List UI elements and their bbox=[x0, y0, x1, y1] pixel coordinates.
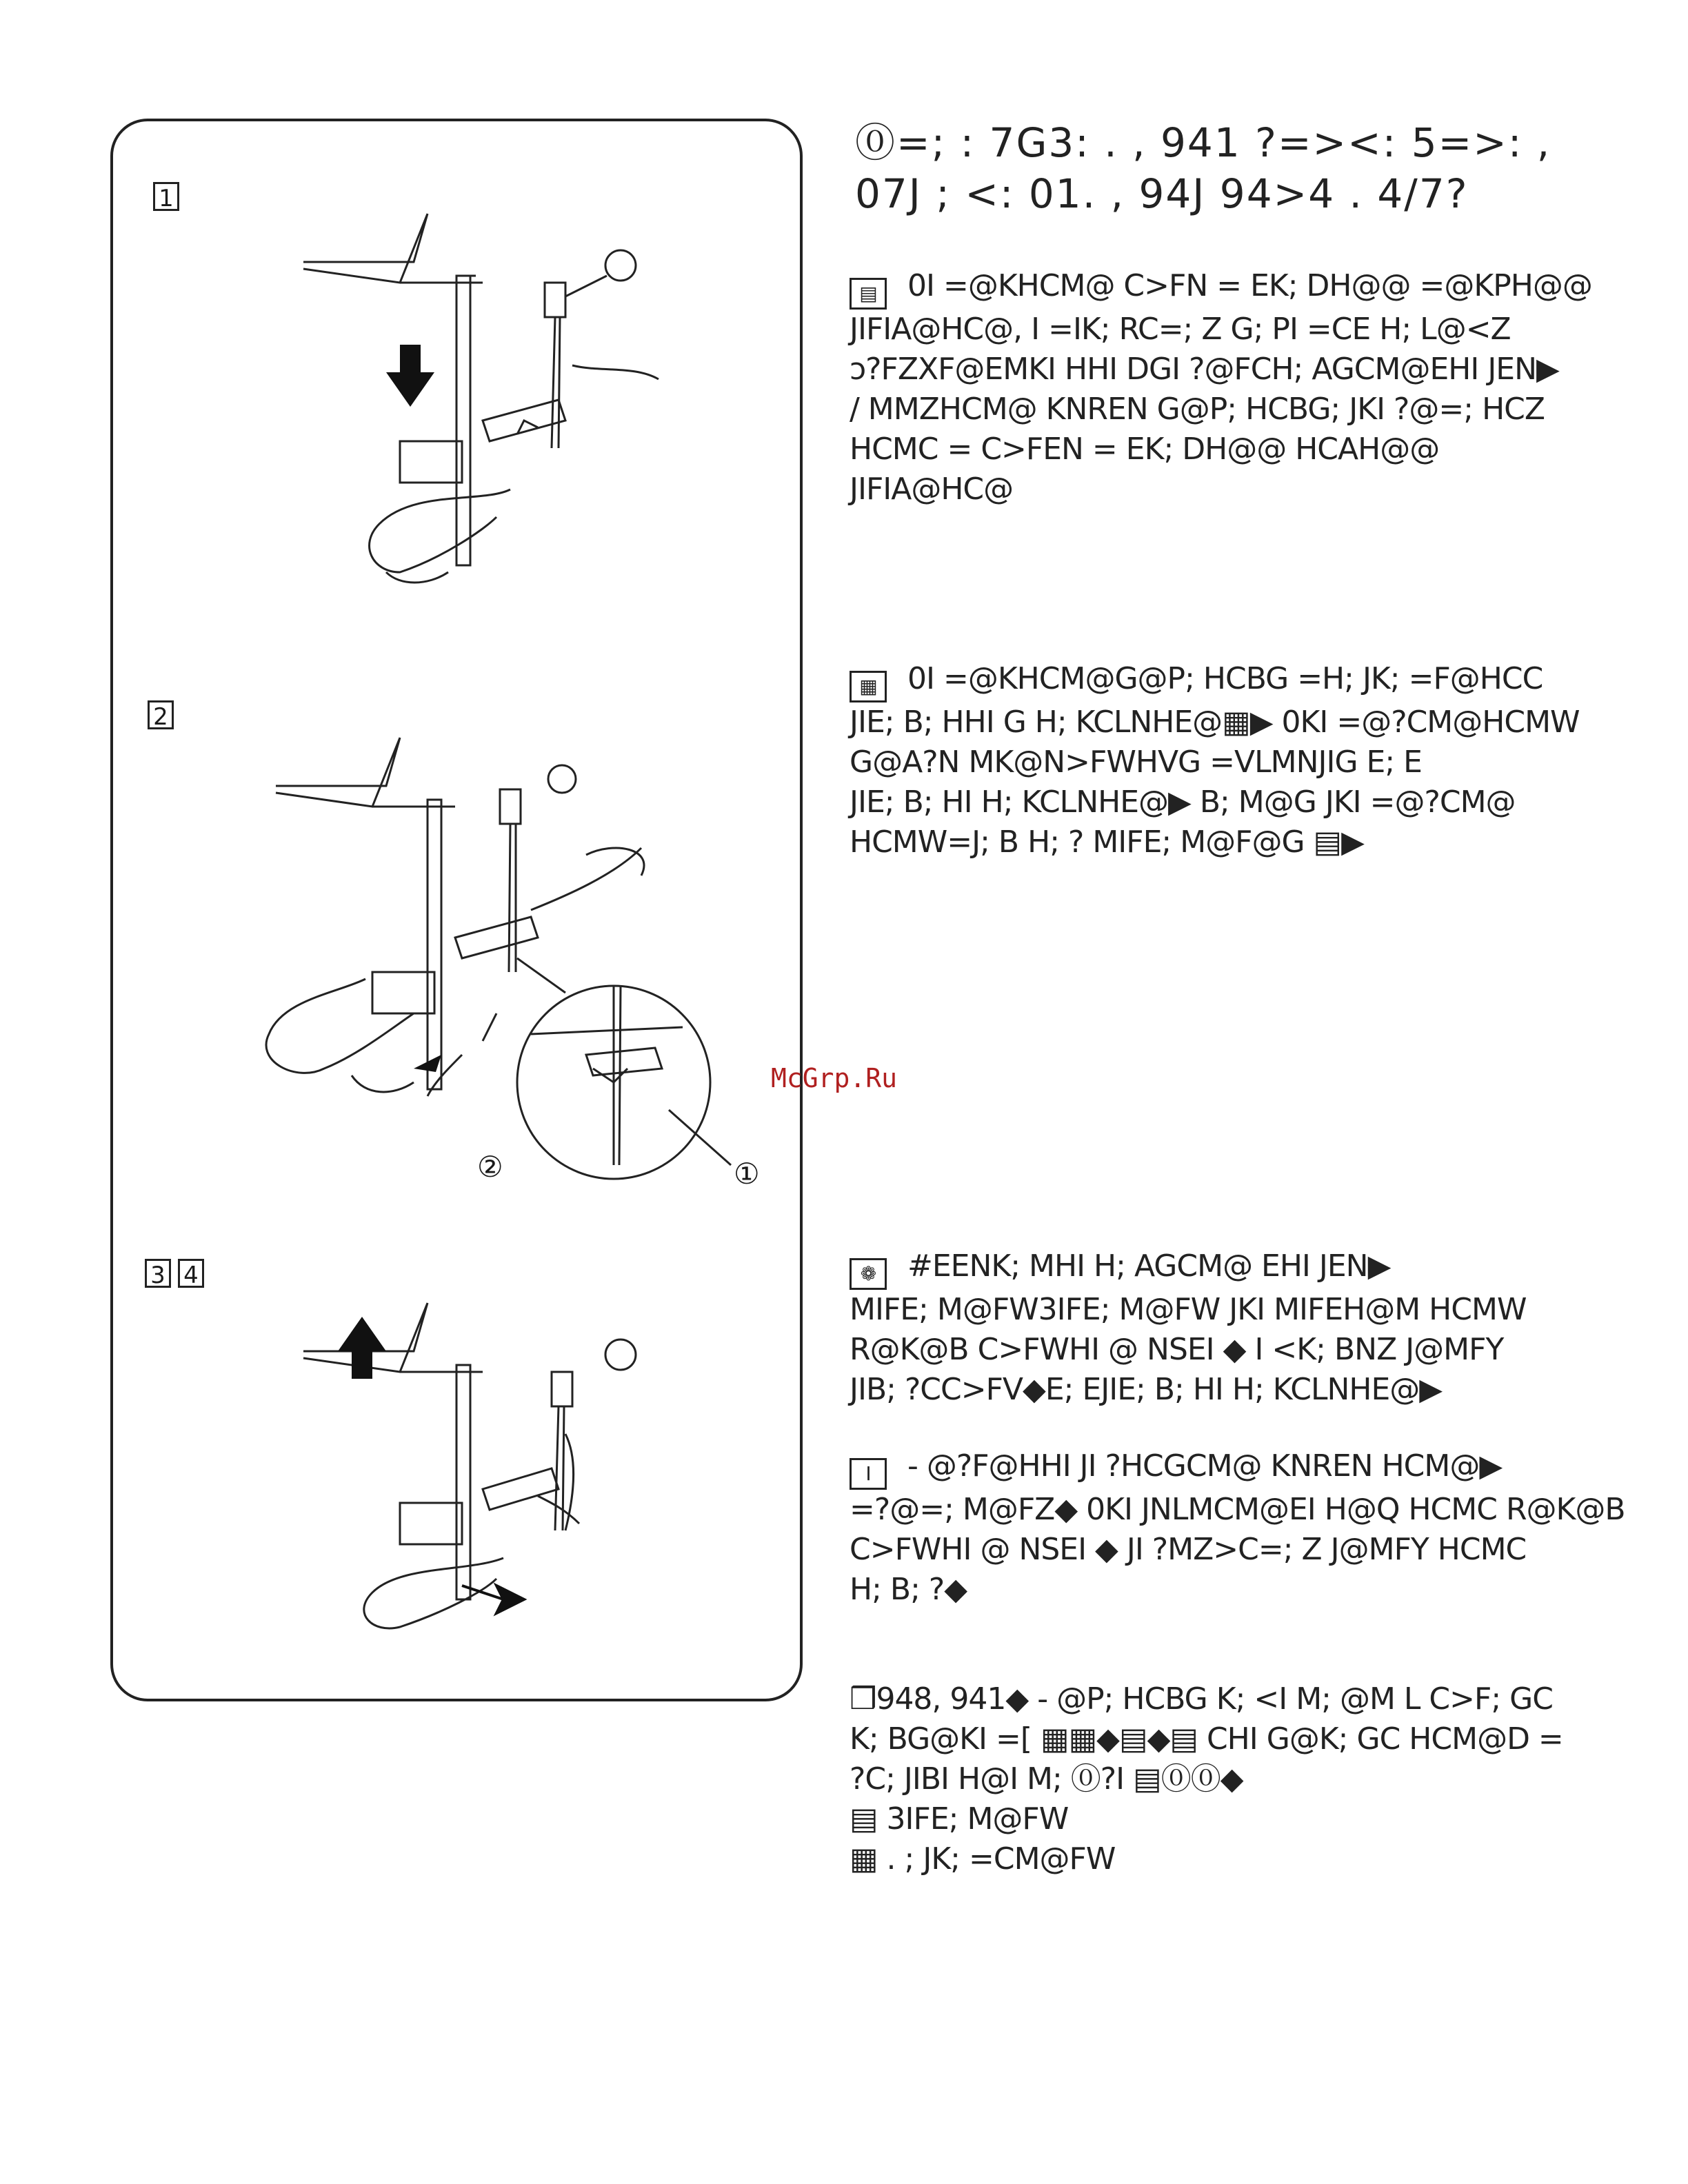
step-badge-icon: ▦ bbox=[850, 671, 887, 702]
step-number: 3 bbox=[145, 1259, 171, 1288]
section-title-line-1: ⓪=; : 7G3: . , 941 ?=><: 5=>: , bbox=[855, 119, 1551, 166]
needle-threader-illustration-2 bbox=[255, 710, 779, 1193]
watermark: McGrp.Ru bbox=[771, 1063, 898, 1093]
section-title-line-2: 07J ; <: 01. , 94J 94>4 . 4/7? bbox=[855, 170, 1469, 217]
callout-1: ① bbox=[734, 1157, 760, 1191]
callout-2: ② bbox=[477, 1150, 503, 1184]
step-badge-icon: I bbox=[850, 1458, 887, 1490]
paragraph-step-4: I - @?F@HHI JI ?HCGCM@ KNREN HCM@▶ =?@=; M@FZ◆ 0KI JNLMCM@EI H@Q HCMC R@K@B C>FWHI @ NSEI ◆ JI ?MZ>C=; Z J@MFY HCMC H; B; ?◆ bbox=[850, 1448, 1625, 1607]
paragraph-step-2: ▦ 0I =@KHCM@G@P; HCBG =H; JK; =F@HCC JIE; B; HHI G H; KCLNHE@▦▶ 0KI =@?CM@HCMW G@A?N MK@N>FWHVG =VLMNJIG E; E JIE; B; HI H; KCLNHE@▶ B; M@G JKI =@?CM@ HCMW=J; B H; ? MIFE; M@F@G ▤▶ bbox=[850, 661, 1580, 860]
step-label-2 bbox=[148, 700, 181, 729]
arrow-down-icon bbox=[386, 345, 434, 407]
step-number: 4 bbox=[178, 1259, 204, 1288]
step-label-3-4 bbox=[145, 1259, 211, 1288]
step-number: 1 bbox=[153, 182, 179, 211]
paragraph-step-1: ▤ 0I =@KHCM@ C>FN = EK; DH@@ =@KPH@@ JIFIA@HC@, I =IK; RC=; Z G; PI =CE H; L@<Z ↄ?FZXF@EMKI HHI DGI ?@FCH; AGCM@EHI JEN▶ / MMZHCM@ KNREN G@P; HCBG; JKI ?@=; HCZ HCMC = C>FEN = EK; DH@@ HCAH@@ JIFIA@HC@ bbox=[850, 268, 1592, 507]
needle-threader-illustration-1 bbox=[276, 200, 662, 600]
step-badge-icon: ❁ bbox=[850, 1258, 887, 1290]
section-title bbox=[855, 117, 1614, 219]
paragraph-step-3: ❁ #EENK; MHI H; AGCM@ EHI JEN▶ MIFE; M@FW3IFE; M@FW JKI MIFEH@M HCMW R@K@B C>FWHI @ NSEI ◆ I <K; BNZ J@MFY JIB; ?CC>FV◆E; EJIE; B; HI H; KCLNHE@▶ bbox=[850, 1248, 1527, 1407]
step-label-1 bbox=[153, 182, 186, 211]
needle-threader-illustration-3 bbox=[276, 1296, 662, 1641]
paragraph-note: ❒948, 941◆ - @P; HCBG K; <I M; @M L C>F; GC K; BG@KI =[ ▦▦◆▤◆▤ CHI G@K; GC HCM@D = ?C; JIBI H@I M; ⓪?I ▤⓪⓪◆ ▤ 3IFE; M@FW ▦ . ; JK; =CM@FW bbox=[850, 1681, 1563, 1877]
step-number: 2 bbox=[148, 700, 174, 729]
step-badge-icon: ▤ bbox=[850, 278, 887, 310]
